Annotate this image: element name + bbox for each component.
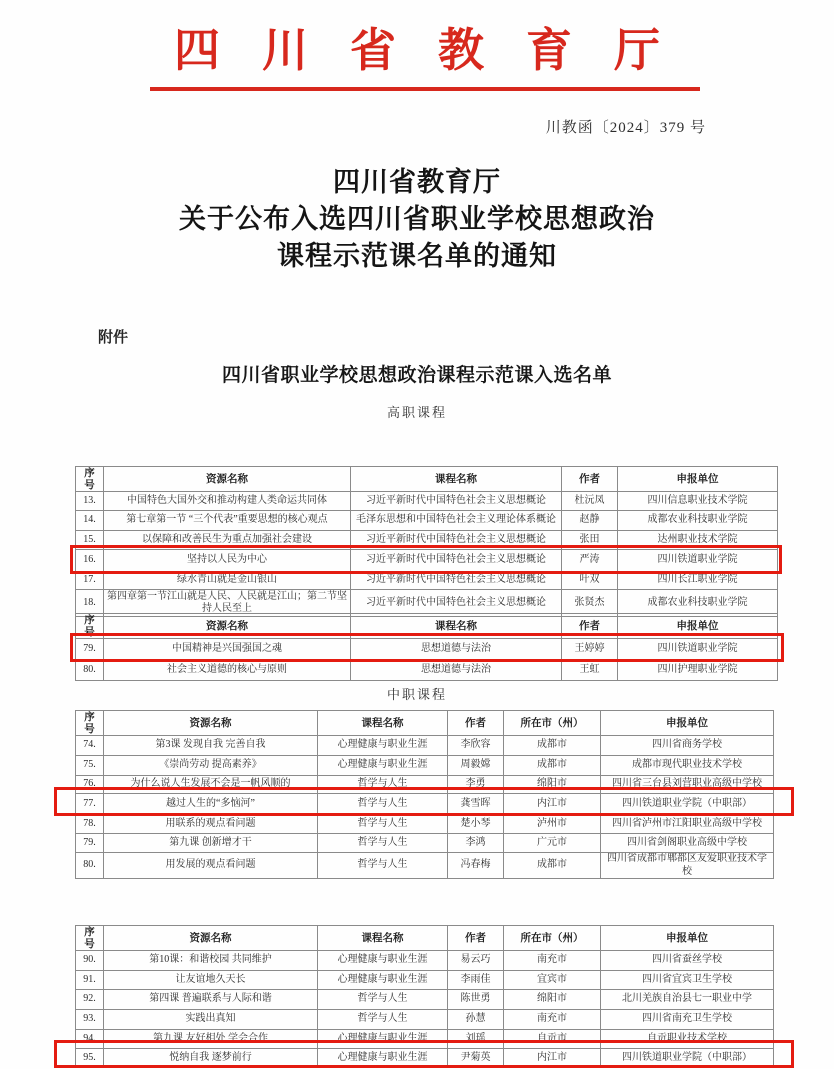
table-cell: 陈世勇 xyxy=(448,990,504,1010)
table-cell: 第九课 友好相处 学会合作 xyxy=(104,1030,318,1049)
table-cell: 第3课 发现自我 完善自我 xyxy=(104,736,318,756)
column-header: 课程名称 xyxy=(351,614,562,639)
table-cell: 哲学与人生 xyxy=(318,816,448,834)
red-divider-line xyxy=(150,87,700,91)
table-cell: 用发展的观点看问题 xyxy=(104,853,318,879)
column-header: 资源名称 xyxy=(104,926,318,951)
column-header: 序号 xyxy=(76,467,104,492)
table-cell: 14. xyxy=(76,511,104,531)
table-cell: 李雨佳 xyxy=(448,971,504,990)
table-row xyxy=(76,1010,774,1030)
table-cell: 心理健康与职业生涯 xyxy=(318,756,448,776)
table-cell: 74. xyxy=(76,736,104,756)
table-cell: 叶双 xyxy=(562,572,618,590)
table-cell: 王虹 xyxy=(562,661,618,681)
table-row xyxy=(76,572,778,590)
table-cell: 悦纳自我 逐梦前行 xyxy=(104,1049,318,1068)
table-cell: 绿水青山就是金山银山 xyxy=(104,572,351,590)
table-cell: 李鸿 xyxy=(448,834,504,853)
table-cell: 毛泽东思想和中国特色社会主义理论体系概论 xyxy=(351,511,562,531)
column-header: 申报单位 xyxy=(618,614,778,639)
table-row xyxy=(76,492,778,511)
table-cell: 周毅嫦 xyxy=(448,756,504,776)
table-cell: 四川省商务学校 xyxy=(601,736,774,756)
table-cell: 90. xyxy=(76,951,104,971)
table-cell: 四川铁道职业学院（中职部） xyxy=(601,1049,774,1068)
table-cell: 四川省泸州市江阳职业高级中学校 xyxy=(601,816,774,834)
table-cell: 达州职业技术学院 xyxy=(618,531,778,550)
table-cell: 张田 xyxy=(562,531,618,550)
table-cell: 易云巧 xyxy=(448,951,504,971)
table-cell: 用联系的观点看问题 xyxy=(104,816,318,834)
table-cell: 习近平新时代中国特色社会主义思想概论 xyxy=(351,550,562,572)
table-row xyxy=(76,661,778,681)
data-table xyxy=(75,466,778,617)
red-highlight-box-row-95 xyxy=(54,1040,794,1068)
table-cell: 《崇尚劳动 提高素养》 xyxy=(104,756,318,776)
table-cell: 78. xyxy=(76,816,104,834)
table-cell: 李勇 xyxy=(448,776,504,794)
table-row xyxy=(76,990,774,1010)
list-title: 四川省职业学校思想政治课程示范课入选名单 xyxy=(221,365,612,386)
table-cell: 习近平新时代中国特色社会主义思想概论 xyxy=(351,590,562,617)
column-header: 资源名称 xyxy=(104,467,351,492)
column-header: 序号 xyxy=(76,711,104,736)
table-cell: 18. xyxy=(76,590,104,617)
table-cell: 思想道德与法治 xyxy=(351,639,562,661)
table-row xyxy=(76,834,774,853)
table-cell: 自贡职业技术学校 xyxy=(601,1030,774,1049)
table-cell: 第九课 创新增才干 xyxy=(104,834,318,853)
table-cell: 第四课 普遍联系与人际和谐 xyxy=(104,990,318,1010)
table-cell: 95. xyxy=(76,1049,104,1068)
table-cell: 冯春梅 xyxy=(448,853,504,879)
column-header: 课程名称 xyxy=(351,467,562,492)
table-cell: 四川省剑阁职业高级中学校 xyxy=(601,834,774,853)
table-cell: 绵阳市 xyxy=(504,776,601,794)
table-cell: 15. xyxy=(76,531,104,550)
table-cell: 南充市 xyxy=(504,1010,601,1030)
table-cell: 94. xyxy=(76,1030,104,1049)
document-number: 川教函〔2024〕379 号 xyxy=(545,120,706,136)
table-cell: 自贡市 xyxy=(504,1030,601,1049)
table-cell: 四川省南充卫生学校 xyxy=(601,1010,774,1030)
table-row xyxy=(76,511,778,531)
column-header: 课程名称 xyxy=(318,711,448,736)
red-highlight-box-row-79 xyxy=(70,633,784,662)
table-cell: 思想道德与法治 xyxy=(351,661,562,681)
table-cell: 四川铁道职业学院（中职部） xyxy=(601,794,774,816)
table-cell: 为什么说人生发展不会是一帆风顺的 xyxy=(104,776,318,794)
table-cell: 杜沅凤 xyxy=(562,492,618,511)
table-cell: 成都农业科技职业学院 xyxy=(618,590,778,617)
agency-letterhead-title: 四川省教育厅 xyxy=(174,25,702,76)
table-cell: 实践出真知 xyxy=(104,1010,318,1030)
table-cell: 91. xyxy=(76,971,104,990)
table-cell: 尹菊英 xyxy=(448,1049,504,1068)
table-cell: 哲学与人生 xyxy=(318,776,448,794)
column-header: 资源名称 xyxy=(104,614,351,639)
table-cell: 习近平新时代中国特色社会主义思想概论 xyxy=(351,492,562,511)
red-highlight-box-row-16 xyxy=(70,545,782,574)
table-cell: 龚雪晖 xyxy=(448,794,504,816)
table-cell: 坚持以人民为中心 xyxy=(104,550,351,572)
table-cell: 心理健康与职业生涯 xyxy=(318,971,448,990)
table-cell: 13. xyxy=(76,492,104,511)
table-cell: 广元市 xyxy=(504,834,601,853)
column-header: 申报单位 xyxy=(618,467,778,492)
table-cell: 王婷婷 xyxy=(562,639,618,661)
column-header: 作者 xyxy=(448,926,504,951)
table-cell: 哲学与人生 xyxy=(318,853,448,879)
table-row xyxy=(76,853,774,879)
table-cell: 四川长江职业学院 xyxy=(618,572,778,590)
table-cell: 宜宾市 xyxy=(504,971,601,990)
table-cell: 南充市 xyxy=(504,951,601,971)
table-cell: 75. xyxy=(76,756,104,776)
table-cell: 楚小琴 xyxy=(448,816,504,834)
table-cell: 哲学与人生 xyxy=(318,794,448,816)
table-cell: 四川信息职业技术学院 xyxy=(618,492,778,511)
table-cell: 80. xyxy=(76,661,104,681)
attachment-label: 附件 xyxy=(98,329,129,346)
table-cell: 四川省成都市郫都区友爱职业技术学校 xyxy=(601,853,774,879)
table-header-row xyxy=(76,467,778,492)
table-cell: 16. xyxy=(76,550,104,572)
table-cell: 越过人生的“多恼河” xyxy=(104,794,318,816)
table-cell: 第10课：和谐校园 共同维护 xyxy=(104,951,318,971)
table-cell: 心理健康与职业生涯 xyxy=(318,951,448,971)
section-label-secondary-vocational: 中职课程 xyxy=(386,687,447,702)
table-cell: 习近平新时代中国特色社会主义思想概论 xyxy=(351,572,562,590)
column-header: 所在市（州） xyxy=(504,711,601,736)
table-cell: 成都农业科技职业学院 xyxy=(618,511,778,531)
table-row xyxy=(76,756,774,776)
table-cell: 社会主义道德的核心与原则 xyxy=(104,661,351,681)
table-cell: 76. xyxy=(76,776,104,794)
table-cell: 四川铁道职业学院 xyxy=(618,550,778,572)
table-cell: 赵静 xyxy=(562,511,618,531)
table-higher-vocational-1 xyxy=(75,466,778,617)
table-cell: 泸州市 xyxy=(504,816,601,834)
table-cell: 77. xyxy=(76,794,104,816)
table-cell: 严涛 xyxy=(562,550,618,572)
table-cell: 93. xyxy=(76,1010,104,1030)
table-row xyxy=(76,736,774,756)
table-cell: 哲学与人生 xyxy=(318,1010,448,1030)
table-cell: 79. xyxy=(76,639,104,661)
table-header-row xyxy=(76,711,774,736)
column-header: 课程名称 xyxy=(318,926,448,951)
column-header: 作者 xyxy=(562,467,618,492)
column-header: 申报单位 xyxy=(601,926,774,951)
document-title xyxy=(0,164,834,275)
table-row xyxy=(76,971,774,990)
table-cell: 张贤杰 xyxy=(562,590,618,617)
column-header: 作者 xyxy=(562,614,618,639)
table-cell: 成都市 xyxy=(504,736,601,756)
document-title-line3: 课程示范课名单的通知 xyxy=(277,241,557,271)
table-cell: 习近平新时代中国特色社会主义思想概论 xyxy=(351,531,562,550)
table-cell: 以保障和改善民生为重点加强社会建设 xyxy=(104,531,351,550)
table-cell: 92. xyxy=(76,990,104,1010)
table-cell: 心理健康与职业生涯 xyxy=(318,1030,448,1049)
table-cell: 第七章第一节 “三个代表”重要思想的核心观点 xyxy=(104,511,351,531)
document-title-line2: 关于公布入选四川省职业学校思想政治 xyxy=(179,204,655,234)
table-cell: 哲学与人生 xyxy=(318,990,448,1010)
table-cell: 内江市 xyxy=(504,794,601,816)
table-cell: 第四章第一节江山就是人民、人民就是江山；第二节坚持人民至上 xyxy=(104,590,351,617)
table-cell: 17. xyxy=(76,572,104,590)
table-row xyxy=(76,816,774,834)
column-header: 资源名称 xyxy=(104,711,318,736)
table-cell: 成都市现代职业技术学校 xyxy=(601,756,774,776)
table-cell: 刘瑶 xyxy=(448,1030,504,1049)
table-row xyxy=(76,951,774,971)
table-cell: 孙慧 xyxy=(448,1010,504,1030)
table-cell: 四川铁道职业学院 xyxy=(618,639,778,661)
section-label-higher-vocational: 高职课程 xyxy=(386,405,447,420)
table-cell: 四川护理职业学院 xyxy=(618,661,778,681)
table-cell: 四川省蚕丝学校 xyxy=(601,951,774,971)
table-cell: 四川省三台县刘营职业高级中学校 xyxy=(601,776,774,794)
table-cell: 四川省宜宾卫生学校 xyxy=(601,971,774,990)
table-cell: 中国精神是兴国强国之魂 xyxy=(104,639,351,661)
table-cell: 北川羌族自治县七一职业中学 xyxy=(601,990,774,1010)
table-cell: 心理健康与职业生涯 xyxy=(318,736,448,756)
table-cell: 哲学与人生 xyxy=(318,834,448,853)
document-title-line1: 四川省教育厅 xyxy=(333,167,501,197)
table-cell: 79. xyxy=(76,834,104,853)
column-header: 作者 xyxy=(448,711,504,736)
column-header: 序号 xyxy=(76,926,104,951)
column-header: 序号 xyxy=(76,614,104,639)
table-cell: 成都市 xyxy=(504,756,601,776)
table-cell: 内江市 xyxy=(504,1049,601,1068)
table-cell: 心理健康与职业生涯 xyxy=(318,1049,448,1068)
red-highlight-box-row-77 xyxy=(54,787,794,816)
table-cell: 成都市 xyxy=(504,853,601,879)
column-header: 申报单位 xyxy=(601,711,774,736)
table-header-row xyxy=(76,926,774,951)
table-cell: 绵阳市 xyxy=(504,990,601,1010)
table-cell: 80. xyxy=(76,853,104,879)
table-cell: 让友谊地久天长 xyxy=(104,971,318,990)
column-header: 所在市（州） xyxy=(504,926,601,951)
table-cell: 中国特色大国外交和推动构建人类命运共同体 xyxy=(104,492,351,511)
table-cell: 李欣容 xyxy=(448,736,504,756)
